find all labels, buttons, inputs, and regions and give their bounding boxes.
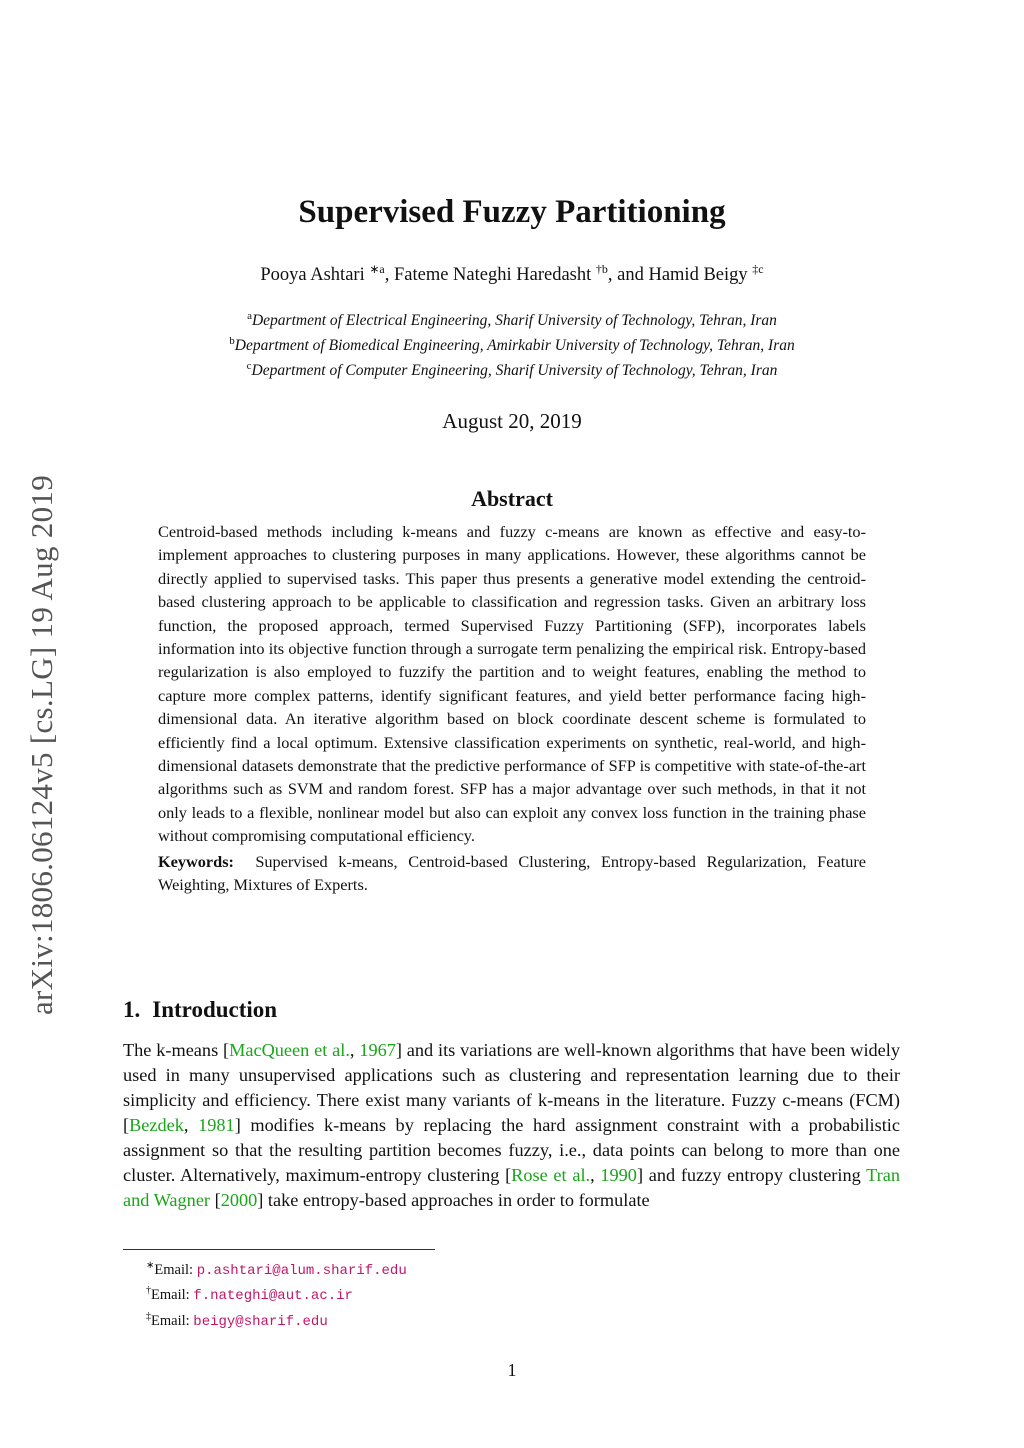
footnote-mark: † (146, 1285, 151, 1297)
citation-link[interactable]: 1967 (359, 1040, 396, 1060)
text-segment: ] take entropy-based approaches in order to formulate (257, 1190, 650, 1210)
citation-link[interactable]: Rose et al. (511, 1165, 591, 1185)
author-name: Pooya Ashtari (260, 265, 365, 286)
abstract-heading: Abstract (471, 486, 553, 511)
footnote-item (146, 1307, 407, 1332)
author-list (0, 262, 1024, 286)
citation-link[interactable]: 1990 (600, 1165, 637, 1185)
footnote-divider (123, 1249, 435, 1250)
citation-link[interactable]: Tran and Wagner (123, 1165, 900, 1210)
text-segment: ] and its variations are well-known algorithms that have been widely used in many unsupervised applications such as clustering and representation learning due to their simplicity and efficiency. There exist many variants of k-means in the literature. Fuzzy c-means (FCM) [ (123, 1040, 901, 1135)
footnote-mark: ‡ (146, 1310, 151, 1322)
introduction-body (123, 1038, 900, 1213)
text-segment: [ (210, 1190, 221, 1210)
affiliation-mark: b (229, 335, 235, 348)
author-mark: †b (595, 262, 608, 276)
section-title: Introduction (152, 997, 278, 1022)
footnote-label: Email: (154, 1261, 194, 1278)
keywords-label: Keywords: (158, 851, 234, 871)
publication-date: August 20, 2019 (442, 409, 582, 433)
affiliation-line (0, 331, 1024, 356)
arxiv-identifier-stamp: arXiv:1806.06124v5 [cs.LG] 19 Aug 2019 (24, 474, 59, 1016)
text-segment: , (349, 1040, 360, 1060)
text-segment: ] and fuzzy entropy clustering (636, 1165, 867, 1185)
page-number: 1 (507, 1360, 517, 1380)
footnote-list (146, 1256, 407, 1332)
affiliation-list (0, 306, 1024, 381)
text-segment: The k-means [ (123, 1040, 230, 1060)
citation-link[interactable]: 2000 (220, 1190, 258, 1210)
author-separator: , (384, 265, 394, 286)
footnote-item (146, 1256, 407, 1281)
email-link[interactable]: p.ashtari@alum.sharif.edu (196, 1262, 407, 1279)
keywords-text: Supervised k-means, Centroid-based Clustering, Entropy-based Regularization, Feature Weighting, Mixtures of Experts. (158, 851, 867, 895)
author-mark: ∗a (369, 262, 385, 276)
footnote-item (146, 1281, 407, 1306)
author-mark: ‡c (752, 262, 764, 276)
author-name: Fateme Nateghi Haredasht (393, 265, 592, 286)
citation-link[interactable]: Bezdek (129, 1115, 184, 1135)
affiliation-text: Department of Electrical Engineering, Sharif University of Technology, Tehran, Iran (251, 312, 777, 330)
citation-link[interactable]: MacQueen et al. (229, 1040, 350, 1060)
author-name: Hamid Beigy (648, 265, 748, 286)
affiliation-mark: c (246, 360, 252, 373)
author-separator: , and (607, 265, 649, 286)
section-number: 1. (123, 997, 141, 1022)
keywords-line (158, 850, 866, 897)
citation-link[interactable]: 1981 (198, 1115, 235, 1135)
text-segment: ] modifies k-means by replacing the hard assignment constraint with a probabilistic assignment so that the resulting partition becomes fuzzy, i.e., data points can belong to more than one cluster. Alternatively, maximum-entropy clustering [ (123, 1115, 901, 1185)
affiliation-text: Department of Computer Engineering, Sharif University of Technology, Tehran, Iran (251, 362, 778, 380)
footnote-label: Email: (151, 1312, 190, 1329)
affiliation-text: Department of Biomedical Engineering, Amirkabir University of Technology, Tehran, Iran (234, 337, 795, 355)
email-link[interactable]: f.nateghi@aut.ac.ir (193, 1288, 353, 1305)
abstract-section (158, 520, 866, 897)
text-segment: , (590, 1165, 601, 1185)
abstract-text: Centroid-based methods including k-means and fuzzy c-means are known as effective and easy-to-implement approaches to clustering purposes in many applications. However, these algorithms cannot be directly applied to supervised tasks. This paper thus presents a generative model extending the centroid-based clustering approach to be applicable to classification and regression tasks. Given an arbitrary loss function, the proposed approach, termed Supervised Fuzzy Partitioning (SFP), incorporates labels information into its objective function through a surrogate term penalizing the empirical risk. Entropy-based regularization is also employed to fuzzify the partition and to weight features, enabling the method to capture more complex patterns, identify significant features, and yield better performance facing high-dimensional data. An iterative algorithm based on block coordinate descent scheme is formulated to efficiently find a local optimum. Extensive classification experiments on synthetic, real-world, and high-dimensional datasets demonstrate that the predictive performance of SFP is competitive with state-of-the-art algorithms such as SVM and random forest. SFP has a major advantage over such methods, in that it not only leads to a flexible, nonlinear model but also can exploit any convex loss function in the training phase without compromising computational efficiency. (158, 522, 866, 846)
section-heading-introduction (123, 997, 277, 1023)
affiliation-line (0, 356, 1024, 381)
footnote-mark: ∗ (146, 1260, 155, 1271)
email-link[interactable]: beigy@sharif.edu (193, 1313, 328, 1330)
footnote-label: Email: (151, 1287, 190, 1304)
introduction-paragraph (123, 1038, 900, 1213)
paper-title: Supervised Fuzzy Partitioning (298, 194, 726, 230)
affiliation-mark: a (247, 310, 252, 322)
affiliation-line (0, 306, 1024, 331)
text-segment: , (183, 1115, 199, 1135)
